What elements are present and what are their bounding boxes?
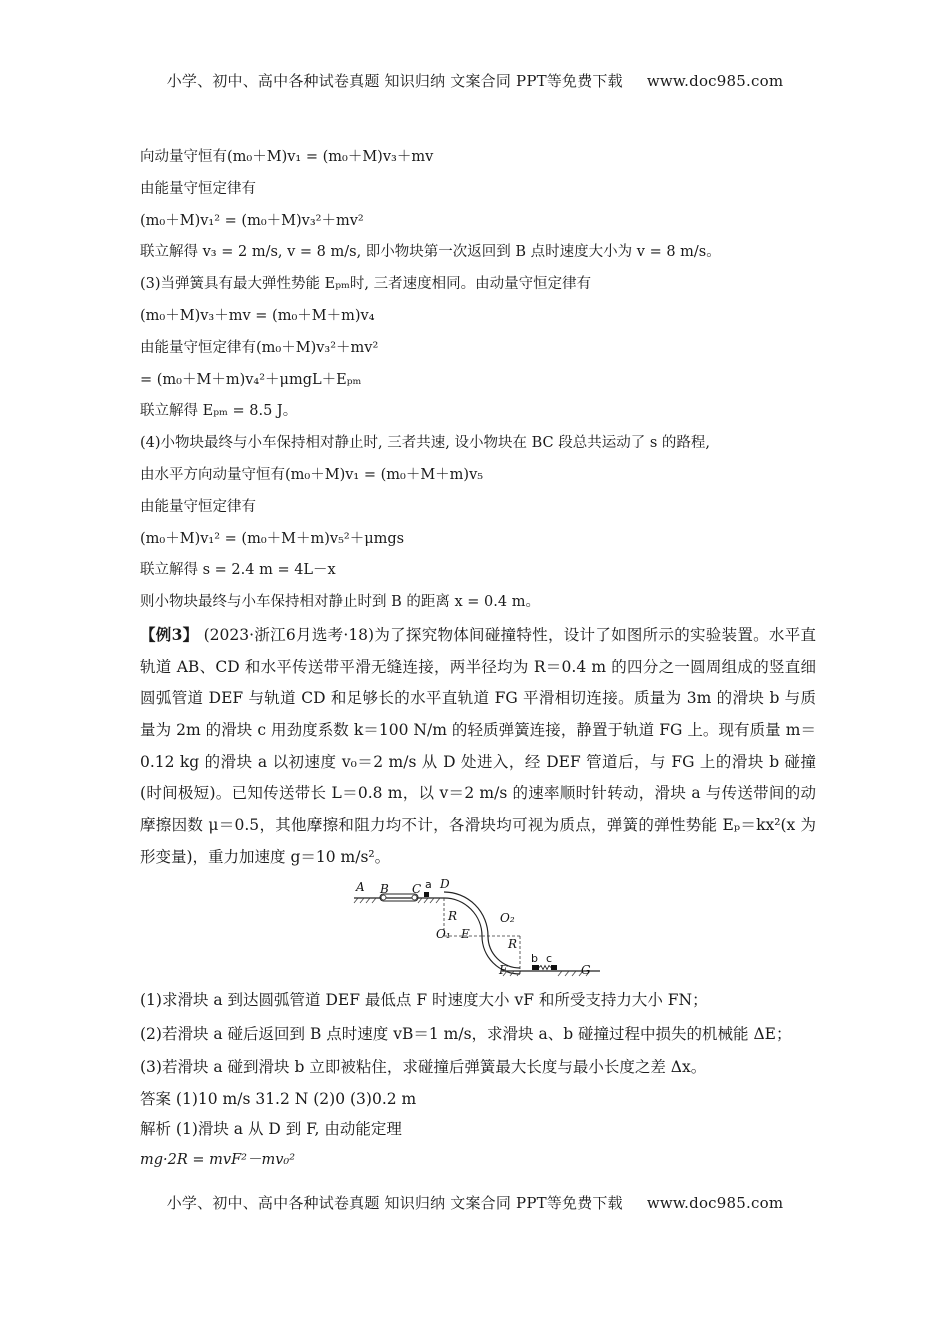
label-F: F bbox=[499, 963, 508, 977]
label-b: b bbox=[531, 952, 538, 965]
label-G: G bbox=[581, 963, 591, 977]
page-footer bbox=[0, 1192, 950, 1213]
example-tag: 【例3】 bbox=[140, 624, 199, 644]
label-E: E bbox=[461, 927, 470, 941]
slider-c bbox=[551, 965, 557, 970]
label-O1: O₁ bbox=[436, 927, 451, 941]
text-line: 则小物块最终与小车保持相对静止时到 B 的距离 x = 0.4 m。 bbox=[140, 594, 540, 611]
spring bbox=[539, 966, 551, 970]
label-R1: R bbox=[448, 909, 458, 923]
text-line: (m₀＋M)v₁² = (m₀＋M)v₃²＋mv² bbox=[140, 212, 364, 229]
document-body bbox=[140, 142, 816, 874]
label-a: a bbox=[425, 878, 432, 891]
example-text: (2023·浙江6月选考·18)为了探究物体间碰撞特性，设计了如图所示的实验装置。水平直轨道 AB、CD 和水平传送带平滑无缝连接，两半径均为 R＝0.4 m 的四分之一圆周组成的竖直细圆弧管道 DEF 与轨道 CD 和足够长的水平直轨道 FG 平滑相切连接。质量为 3m 的滑块 b 与质量为 2m 的滑块 c 用劲度系数 k＝100 N/m 的轻质弹簧连接，静置于轨道 FG 上。现有质量 m＝0.12 kg 的滑块 a 以初速度 v₀＝2 m/s 从 D 处进入，经 DEF 管道后，与 FG 上的滑块 b 碰撞(时间极短)。已知传送带长 L＝0.8 m，以 v＝2 m/s 的速率顺时针转动，滑块 a 与传送带间的动摩擦因数 μ＝0.5，其他摩擦和阻力均不计，各滑块均可视为质点，弹簧的弹性势能 Eₚ＝kx²(x 为形变量)，重力加速度 g＝10 m/s²。 bbox=[140, 625, 816, 866]
text-line: 联立解得 s = 2.4 m = 4L－x bbox=[140, 562, 336, 579]
page-header bbox=[0, 70, 950, 91]
label-c: c bbox=[546, 952, 553, 965]
question-3: (3)若滑块 a 碰到滑块 b 立即被粘住，求碰撞后弹簧最大长度与最小长度之差 Δx。 bbox=[140, 1058, 707, 1076]
slider-b bbox=[532, 965, 539, 970]
text-line: 联立解得 Eₚₘ = 8.5 J。 bbox=[140, 403, 298, 420]
question-1: (1)求滑块 a 到达圆弧管道 DEF 最低点 F 时速度大小 vF 和所受支持力大小 FN； bbox=[140, 991, 708, 1009]
label-C: C bbox=[412, 882, 422, 896]
example-paragraph bbox=[140, 619, 816, 874]
answer-line: 答案 (1)10 m/s 31.2 N (2)0 (3)0.2 m bbox=[140, 1090, 417, 1108]
question-2: (2)若滑块 a 碰后返回到 B 点时速度 vB＝1 m/s，求滑块 a、b 碰撞过程中损失的机械能 ΔE； bbox=[140, 1025, 792, 1043]
text-line: 联立解得 v₃ = 2 m/s, v = 8 m/s, 即小物块第一次返回到 B 点时速度大小为 v = 8 m/s。 bbox=[140, 244, 721, 261]
text-line: 向动量守恒有(m₀＋M)v₁ = (m₀＋M)v₃＋mv bbox=[140, 149, 434, 165]
text-line: 由能量守恒定律有(m₀＋M)v₃²＋mv² bbox=[140, 339, 379, 356]
equation-line: mg·2R = mvF²－mv₀² bbox=[140, 1152, 296, 1168]
text-line: (m₀＋M)v₁² = (m₀＋M＋m)v₅²＋μmgs bbox=[140, 530, 405, 547]
text-line: (4)小物块最终与小车保持相对静止时, 三者共速, 设小物块在 BC 段总共运动了 s 的路程, bbox=[140, 435, 710, 452]
label-D: D bbox=[440, 877, 450, 891]
footer-url[interactable]: www.doc985.com bbox=[646, 1194, 784, 1212]
label-O2: O₂ bbox=[500, 911, 515, 925]
label-R2: R bbox=[508, 937, 518, 951]
text-line: = (m₀＋M＋m)v₄²＋μmgL＋Eₚₘ bbox=[140, 371, 362, 388]
header-url[interactable]: www.doc985.com bbox=[646, 72, 784, 90]
apparatus-diagram bbox=[352, 876, 602, 978]
footer-text: 小学、初中、高中各种试卷真题 知识归纳 文案合同 PPT等免费下载 bbox=[166, 1194, 623, 1212]
text-line: (m₀＋M)v₃＋mv = (m₀＋M＋m)v₄ bbox=[140, 307, 375, 324]
slider-a bbox=[424, 892, 429, 897]
header-text: 小学、初中、高中各种试卷真题 知识归纳 文案合同 PPT等免费下载 bbox=[166, 72, 623, 90]
text-line: 由水平方向动量守恒有(m₀＋M)v₁ = (m₀＋M＋m)v₅ bbox=[140, 466, 484, 483]
text-line: 由能量守恒定律有 bbox=[140, 180, 256, 197]
label-B: B bbox=[380, 882, 389, 896]
analysis-line: 解析 (1)滑块 a 从 D 到 F, 由动能定理 bbox=[140, 1120, 402, 1138]
label-A: A bbox=[356, 880, 365, 894]
text-line: 由能量守恒定律有 bbox=[140, 498, 256, 515]
text-line: (3)当弹簧具有最大弹性势能 Eₚₘ时, 三者速度相同。由动量守恒定律有 bbox=[140, 276, 592, 293]
